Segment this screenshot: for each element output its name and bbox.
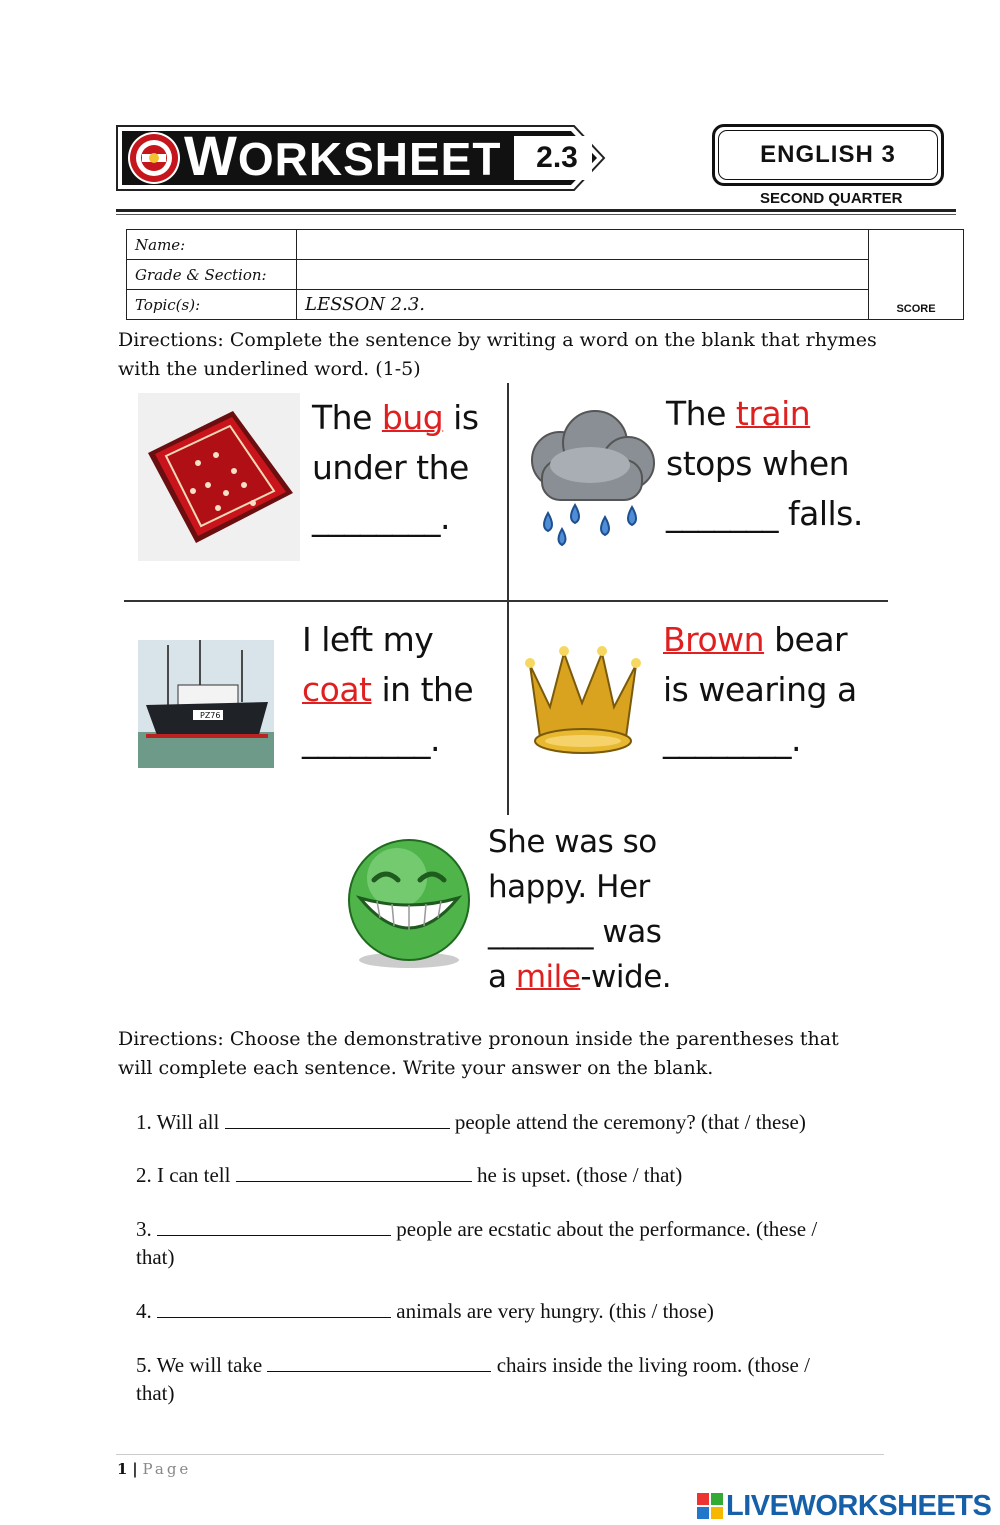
quadrant-divider-horizontal xyxy=(124,600,888,602)
subject-box xyxy=(712,124,944,186)
liveworksheets-brand[interactable]: LIVEWORKSHEETS xyxy=(726,1490,992,1522)
answer-blank[interactable] xyxy=(157,1297,391,1318)
pronoun-item-3: 3. people are ecstatic about the performance. (these / that) xyxy=(136,1217,818,1269)
answer-blank[interactable] xyxy=(236,1161,472,1182)
rhyme-item-3: I left my coat in the ________. xyxy=(302,615,502,765)
answer-blank[interactable]: ________. xyxy=(663,720,801,759)
boat-icon xyxy=(138,640,274,768)
student-info-table xyxy=(126,229,964,320)
rain-cloud-icon xyxy=(520,405,660,555)
score-box: SCORE xyxy=(869,230,964,320)
rhyme-item-1: The bug is under the ________. xyxy=(312,393,502,543)
answer-blank[interactable] xyxy=(157,1215,391,1236)
worksheet-title: WORKSHEET xyxy=(184,124,502,187)
pronoun-item-1: 1. Will all people attend the ceremony? (that / these) xyxy=(136,1110,806,1134)
name-field[interactable] xyxy=(297,230,869,260)
liveworksheets-logo-icon xyxy=(697,1493,723,1519)
answer-blank[interactable]: ________. xyxy=(312,498,450,537)
rhyme-item-2: The train stops when _______ falls. xyxy=(666,389,891,539)
rhyme-word: bug xyxy=(381,398,444,437)
quarter-label: SECOND QUARTER xyxy=(760,190,903,207)
page-number: 1 xyxy=(117,1460,128,1478)
header-rule-thin xyxy=(116,214,956,215)
name-label: Name: xyxy=(127,230,297,260)
grade-label: Grade & Section: xyxy=(127,260,297,290)
pronoun-item-2: 2. I can tell he is upset. (those / that) xyxy=(136,1163,683,1187)
school-seal-icon xyxy=(126,130,182,186)
topic-value: LESSON 2.3. xyxy=(297,290,869,320)
rug-icon xyxy=(138,393,300,561)
page-footer: 1 | Page xyxy=(117,1460,192,1478)
rhyme-item-4: Brown bear is wearing a ________. xyxy=(663,615,888,765)
rhyme-word: Brown xyxy=(663,620,765,659)
topic-label: Topic(s): xyxy=(127,290,297,320)
directions-pronoun: Directions: Choose the demonstrative pronoun inside the parentheses that will complete each sentence. Write your answer on the blank. xyxy=(118,1028,839,1079)
footer-rule xyxy=(116,1454,884,1455)
crown-icon xyxy=(522,645,644,763)
smile-face-icon xyxy=(342,838,476,972)
header-rule xyxy=(116,209,956,212)
answer-blank[interactable] xyxy=(267,1351,491,1372)
rhyme-word: mile xyxy=(515,959,581,995)
svg-text:PZ76: PZ76 xyxy=(200,711,221,720)
page-label: Page xyxy=(142,1460,192,1478)
quadrant-divider-vertical xyxy=(507,383,509,815)
answer-blank[interactable] xyxy=(225,1108,450,1129)
grade-field[interactable] xyxy=(297,260,869,290)
rhyme-item-5: She was so happy. Her _______ was a mile-wide. xyxy=(488,820,728,1000)
answer-blank[interactable]: _______ was xyxy=(488,914,662,950)
worksheet-banner xyxy=(116,124,606,192)
worksheet-number: 2.3 xyxy=(536,141,578,174)
rhyme-word: train xyxy=(735,394,811,433)
rhyme-word: coat xyxy=(302,670,372,709)
answer-blank[interactable]: ________. xyxy=(302,720,440,759)
subject-title: ENGLISH 3 xyxy=(760,141,896,168)
directions-rhyme: Directions: Complete the sentence by writing a word on the blank that rhymes with the underlined word. (1-5) xyxy=(118,329,877,380)
pronoun-item-5: 5. We will take chairs inside the living room. (those / that) xyxy=(136,1353,810,1405)
pronoun-item-4: 4. animals are very hungry. (this / those) xyxy=(136,1299,714,1323)
answer-blank[interactable]: _______ falls. xyxy=(666,494,863,533)
